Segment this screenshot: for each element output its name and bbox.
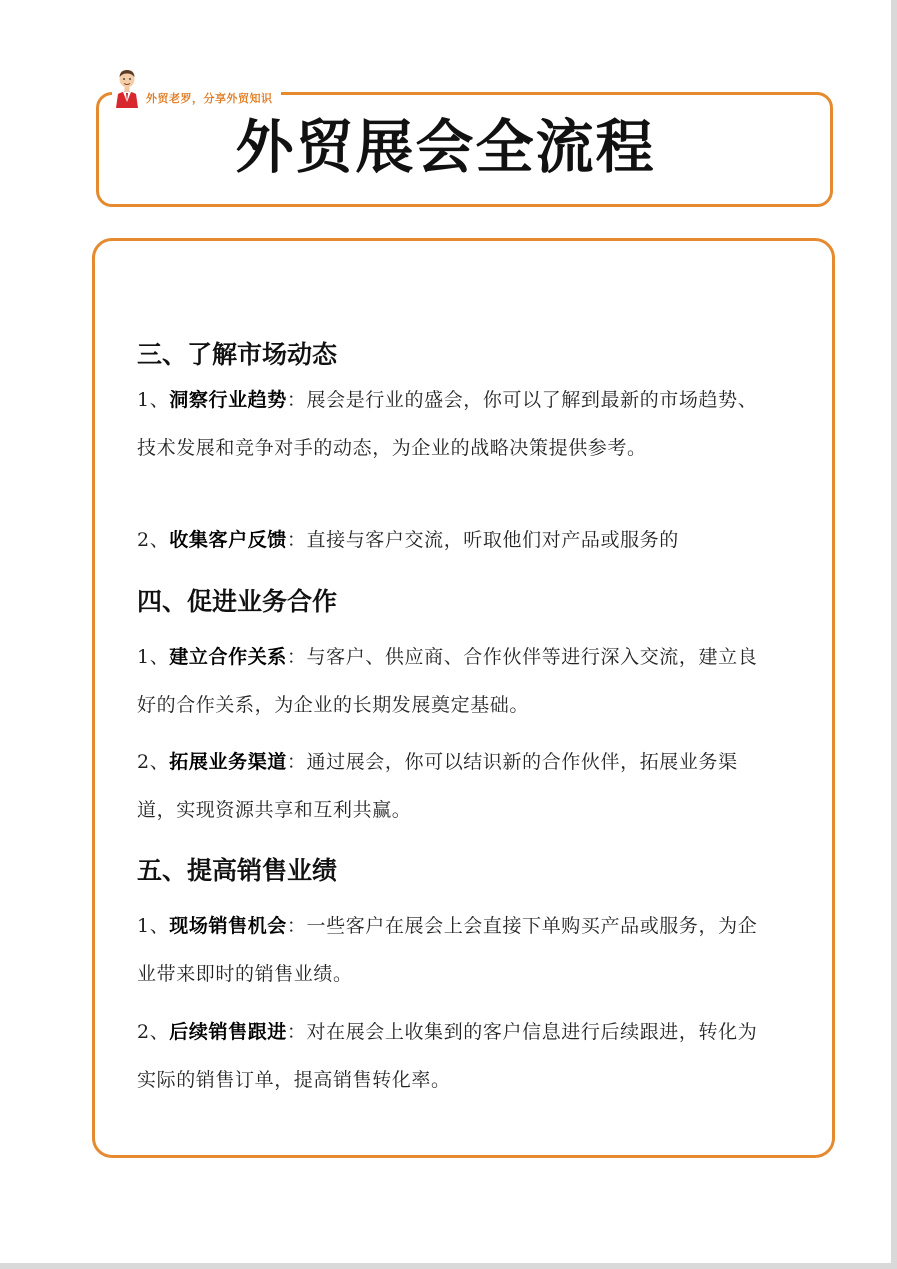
page-title: 外贸展会全流程 <box>235 113 656 181</box>
brand-tagline: 外贸老罗，分享外贸知识 <box>146 92 273 105</box>
paragraph-industry-trends: 1、洞察行业趋势：展会是行业的盛会，你可以了解到最新的市场趋势、技术发展和竞争对手的动态，为企业的战略决策提供参考。 <box>137 389 758 459</box>
section-heading-market: 三、了解市场动态 <box>137 340 338 369</box>
term-label: 建立合作关系 <box>169 646 287 668</box>
paragraph-channels: 2、拓展业务渠道：通过展会，你可以结识新的合作伙伴，拓展业务渠道，实现资源共享和互利共赢。 <box>137 751 738 821</box>
term-label: 现场销售机会 <box>169 915 287 937</box>
paragraph-customer-feedback: 2、收集客户反馈：直接与客户交流，听取他们对产品或服务的 <box>137 529 679 551</box>
paragraph-follow-up: 2、后续销售跟进：对在展会上收集到的客户信息进行后续跟进，转化为实际的销售订单，提高销售转化率。 <box>137 1021 758 1091</box>
paragraph-onsite-sales: 1、现场销售机会：一些客户在展会上会直接下单购买产品或服务，为企业带来即时的销售业绩。 <box>137 915 758 985</box>
cartoon-man-avatar-icon <box>112 68 142 108</box>
term-label: 拓展业务渠道 <box>169 751 287 773</box>
section-heading-sales: 五、提高销售业绩 <box>137 856 338 885</box>
paragraph-partnerships: 1、建立合作关系：与客户、供应商、合作伙伴等进行深入交流，建立良好的合作关系，为企业的长期发展奠定基础。 <box>137 646 758 716</box>
brand-header <box>112 68 281 108</box>
section-heading-cooperation: 四、促进业务合作 <box>137 587 338 616</box>
term-label: 收集客户反馈 <box>169 529 287 551</box>
term-label: 洞察行业趋势 <box>169 389 287 411</box>
term-label: 后续销售跟进 <box>169 1021 287 1043</box>
